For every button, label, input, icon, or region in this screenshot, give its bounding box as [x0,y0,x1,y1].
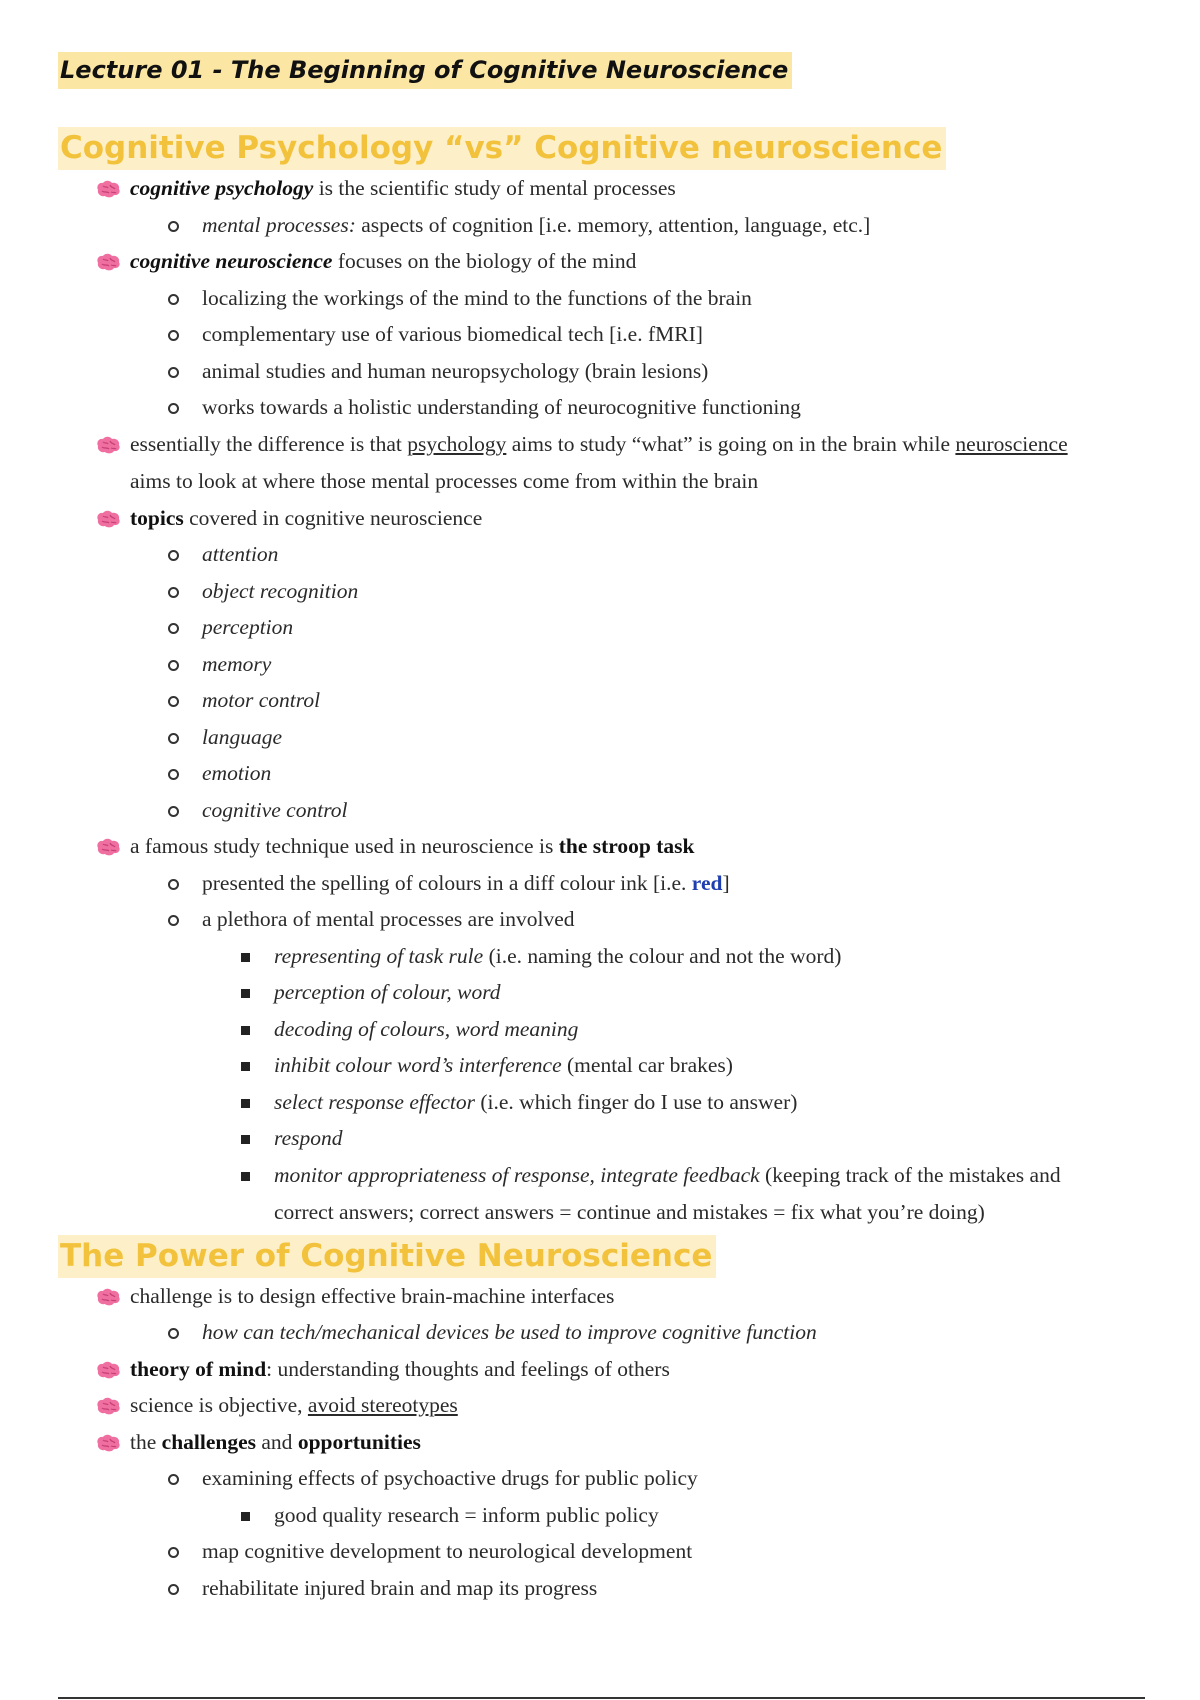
sub-item-text: examining effects of psychoactive drugs for public policy [202,1466,698,1490]
process-item [58,1157,1148,1231]
square-bullet-icon [241,1172,250,1181]
section-1-list [58,170,1148,1231]
term-stroop-task: the stroop task [558,834,695,858]
topic-text: motor control [202,688,321,712]
text-run: and [256,1429,298,1454]
document-page [58,52,1148,1606]
term-opportunities: opportunities [297,1429,421,1454]
sub-item-text: map cognitive development to neurological development [202,1539,693,1563]
text-run: aims to look at where those mental processes come from within the brain [130,468,759,493]
text-run: covered in cognitive neuroscience [183,505,483,530]
text-run: ] [722,870,730,895]
square-bullet-icon [241,989,250,998]
list-item-topics [58,500,1148,537]
topic-item [58,719,1148,756]
process-term: decoding of colours, word meaning [274,1016,579,1041]
process-note-continued: correct answers; correct answers = continue and mistakes = fix what you’re doing) [274,1199,985,1224]
topic-item [58,755,1148,792]
sublist-container [58,1314,1148,1351]
process-item [58,1084,1148,1121]
circle-bullet-icon [168,1547,179,1558]
brain-icon [95,1361,121,1380]
circle-bullet-icon [168,769,179,780]
sub-item [58,1570,1148,1607]
brain-icon [95,1288,121,1307]
sub-item [58,1314,1148,1351]
sub-item-text: how can tech/mechanical devices be used to improve cognitive function [202,1320,817,1344]
process-item [58,1120,1148,1157]
term-cognitive-psychology: cognitive psychology [130,176,314,200]
sub-item-spelling [58,865,1148,902]
process-term: representing of task rule [274,943,484,968]
lecture-title: Lecture 01 - The Beginning of Cognitive Neuroscience [58,52,792,89]
topic-item [58,682,1148,719]
text-run: science is objective, [130,1393,308,1417]
term-topics: topics [130,505,184,530]
circle-bullet-icon [168,733,179,744]
process-item [58,938,1148,975]
topic-item [58,609,1148,646]
topic-text: memory [202,651,272,676]
process-note: (i.e. which finger do I use to answer) [475,1089,798,1114]
text-run: challenge is to design effective brain-machine interfaces [130,1283,615,1308]
circle-bullet-icon [168,879,179,890]
circle-bullet-icon [168,550,179,561]
sub-item-plethora [58,901,1148,938]
sub-item [58,353,1148,390]
brain-icon [95,1434,121,1453]
term-challenges: challenges [161,1429,257,1454]
topic-text: object recognition [202,578,359,603]
sub-item [58,389,1148,426]
text-run: presented the spelling of colours in a diff colour ink [i.e. [202,870,692,895]
brain-icon [95,1397,121,1416]
topic-item [58,646,1148,683]
list-item-cognitive-neuroscience [58,243,1148,280]
list-item-stroop [58,828,1148,865]
section-heading-power-of-cognitive-neuroscience: The Power of Cognitive Neuroscience [58,1235,716,1278]
topic-text: language [202,724,283,749]
topic-item [58,573,1148,610]
topic-text: cognitive control [202,797,348,822]
text-run: a famous study technique used in neuroscience is [130,834,559,858]
topic-text: perception [202,615,294,639]
sub-item-text: localizing the workings of the mind to the functions of the brain [202,285,752,310]
square-bullet-icon [241,1062,250,1071]
term-theory-of-mind: theory of mind [130,1356,267,1381]
topic-text: emotion [202,761,272,785]
text-run: aims to study “what” is going on in the brain while [506,431,956,456]
section-2-list [58,1278,1148,1607]
list-item-challenges [58,1424,1148,1461]
process-item [58,1497,1148,1534]
brain-icon [95,838,121,857]
brain-icon [95,510,121,529]
circle-bullet-icon [168,806,179,817]
topic-item [58,536,1148,573]
underlined-avoid-stereotypes: avoid stereotypes [307,1393,458,1417]
sub-item [58,316,1148,353]
square-bullet-icon [241,953,250,962]
circle-bullet-icon [168,1474,179,1485]
process-note: (i.e. naming the colour and not the word) [483,943,842,968]
square-bullet-icon [241,1026,250,1035]
brain-icon [95,253,121,272]
list-item-cognitive-psychology [58,170,1148,207]
process-term: perception of colour, word [274,980,501,1004]
sub-item [58,1533,1148,1570]
sublist-container [58,207,1148,244]
definition-text: is the scientific study of mental processes [313,176,676,200]
topic-item [58,792,1148,829]
process-item [58,1011,1148,1048]
definition-text: focuses on the biology of the mind [332,249,637,273]
process-term: respond [274,1126,343,1150]
term-cognitive-neuroscience: cognitive neuroscience [130,249,333,273]
process-note: (keeping track of the mistakes and [759,1162,1061,1187]
text-run: : understanding thoughts and feelings of others [266,1356,670,1381]
circle-bullet-icon [168,221,179,232]
brain-icon [95,436,121,455]
sub-item-text: works towards a holistic understanding of neurocognitive functioning [202,395,801,419]
sub-item [58,1460,1148,1497]
square-bullet-icon [241,1099,250,1108]
circle-bullet-icon [168,696,179,707]
difference-text [130,426,1068,500]
term-mental-processes: mental processes: [202,212,356,237]
sublist-container [58,938,1148,1231]
sub-point-text: good quality research = inform public policy [274,1502,659,1527]
square-bullet-icon [241,1512,250,1521]
text-run: the [130,1429,162,1454]
square-bullet-icon [241,1135,250,1144]
process-wrap [274,1157,1061,1231]
list-item-theory-of-mind [58,1351,1148,1388]
circle-bullet-icon [168,403,179,414]
sub-item-text: animal studies and human neuropsychology (brain lesions) [202,358,709,383]
sublist-container [58,280,1148,426]
sub-item [58,280,1148,317]
red-word-example: red [691,870,723,895]
sublist-container [58,865,1148,1231]
page-bottom-rule [58,1697,1145,1699]
circle-bullet-icon [168,623,179,634]
circle-bullet-icon [168,1328,179,1339]
text-run: essentially the difference is that [130,431,408,456]
process-term: monitor appropriateness of response, integrate feedback [274,1162,760,1187]
sublist-container [58,536,1148,828]
underlined-psychology: psychology [407,431,507,456]
process-note: (mental car brakes) [561,1053,733,1077]
process-item [58,974,1148,1011]
sub-item-text: rehabilitate injured brain and map its progress [202,1575,598,1600]
list-item-difference [58,426,1148,500]
circle-bullet-icon [168,1584,179,1595]
sub-item-mental-processes [58,207,1148,244]
topic-text: attention [202,542,279,566]
sub-item-text: aspects of cognition [i.e. memory, attention, language, etc.] [355,212,871,237]
circle-bullet-icon [168,294,179,305]
circle-bullet-icon [168,587,179,598]
process-item [58,1047,1148,1084]
section-heading-cognitive-psychology-vs-neuroscience: Cognitive Psychology “vs” Cognitive neuroscience [58,127,946,170]
sub-item-text: a plethora of mental processes are involved [202,907,575,931]
sublist-container [58,1460,1148,1606]
process-term: select response effector [274,1089,475,1114]
circle-bullet-icon [168,367,179,378]
list-item-science-objective [58,1387,1148,1424]
circle-bullet-icon [168,330,179,341]
sub-item-text: complementary use of various biomedical tech [i.e. fMRI] [202,322,703,346]
underlined-neuroscience: neuroscience [955,431,1068,456]
circle-bullet-icon [168,660,179,671]
brain-icon [95,180,121,199]
process-term: inhibit colour word’s interference [274,1053,562,1077]
circle-bullet-icon [168,915,179,926]
list-item-brain-machine [58,1278,1148,1315]
sublist-container [58,1497,1148,1534]
